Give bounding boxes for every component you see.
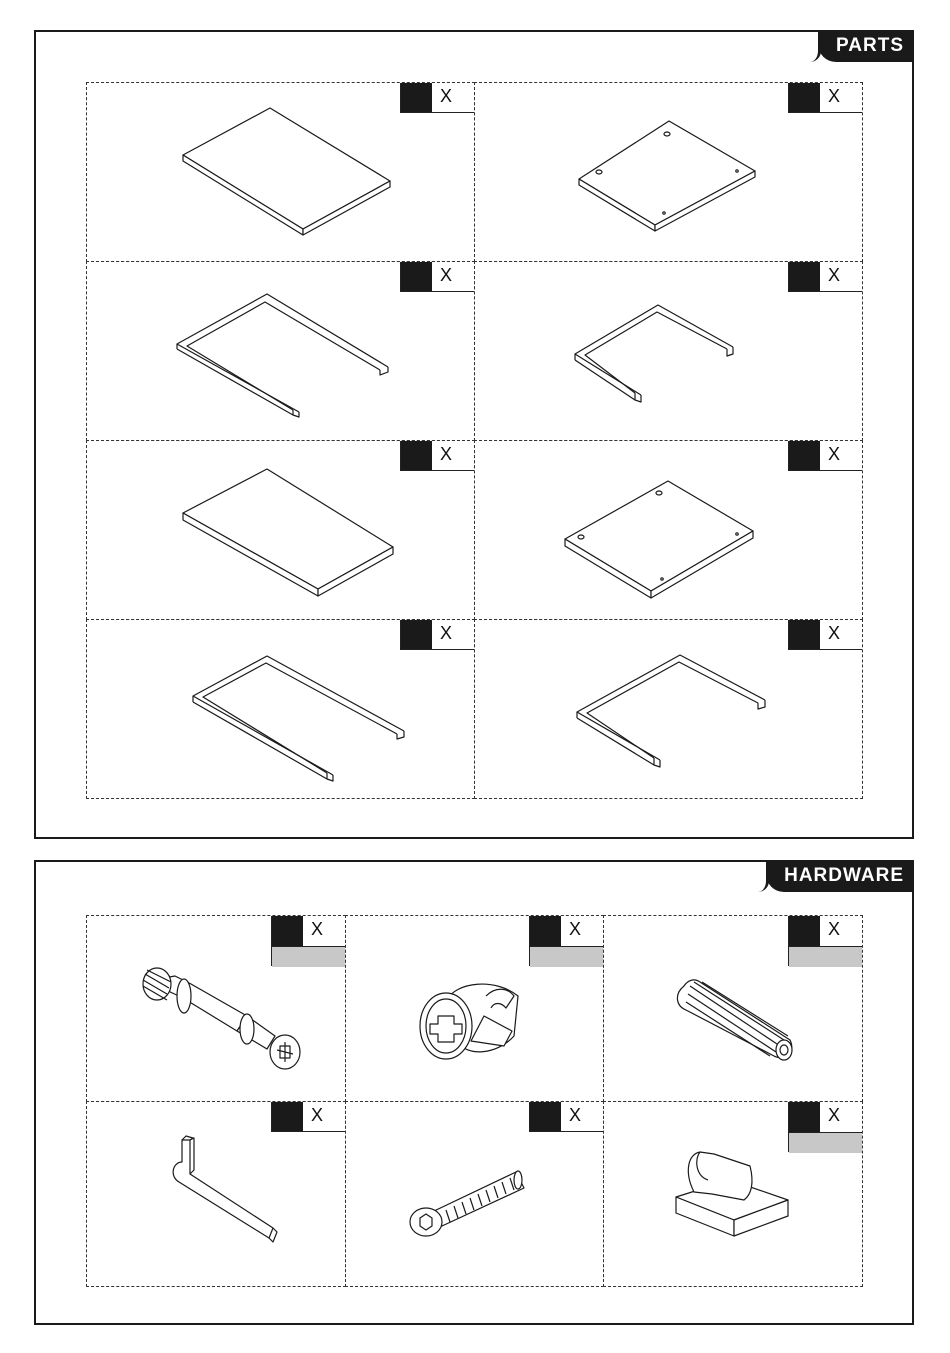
quantity-label: X xyxy=(828,86,841,106)
u-frame-icon xyxy=(87,262,476,442)
hardware-cell-allen-key xyxy=(86,1101,346,1287)
board-with-holes-icon xyxy=(475,83,864,263)
quantity-label: X xyxy=(440,86,453,106)
quantity-label: X xyxy=(828,1105,841,1125)
quantity-label: X xyxy=(569,919,582,939)
screw-icon xyxy=(346,1102,605,1288)
board-icon xyxy=(87,83,476,263)
parts-panel xyxy=(34,30,914,839)
part-cell-board-holes-1 xyxy=(474,82,863,262)
hardware-cell-cam-bolt xyxy=(86,915,346,1102)
quantity-label: X xyxy=(828,265,841,285)
hardware-title: HARDWARE xyxy=(766,860,914,892)
cam-bolt-icon xyxy=(87,916,347,1103)
quantity-label: X xyxy=(311,1105,324,1125)
u-frame-icon xyxy=(475,262,864,442)
hardware-cell-screw xyxy=(345,1101,604,1287)
board-with-holes-icon xyxy=(475,441,864,621)
parts-title: PARTS xyxy=(818,30,914,62)
hardware-cell-cam-lock xyxy=(345,915,604,1102)
quantity-label: X xyxy=(440,444,453,464)
part-cell-frame-long-1 xyxy=(86,261,475,441)
quantity-label: X xyxy=(828,444,841,464)
hardware-cell-adhesive-pad xyxy=(603,1101,863,1287)
part-cell-frame-short-2 xyxy=(474,619,863,799)
quantity-label: X xyxy=(440,623,453,643)
hardware-cell-dowel xyxy=(603,915,863,1102)
quantity-label: X xyxy=(440,265,453,285)
hardware-panel xyxy=(34,860,914,1325)
part-cell-frame-long-2 xyxy=(86,619,475,799)
board-icon xyxy=(87,441,476,621)
quantity-label: X xyxy=(311,919,324,939)
quantity-label: X xyxy=(828,919,841,939)
dowel-icon xyxy=(604,916,864,1103)
u-frame-icon xyxy=(87,620,476,800)
u-frame-icon xyxy=(475,620,864,800)
part-cell-board-holes-2 xyxy=(474,440,863,620)
cam-lock-icon xyxy=(346,916,605,1103)
allen-key-icon xyxy=(87,1102,347,1288)
part-cell-board-2 xyxy=(86,440,475,620)
quantity-label: X xyxy=(569,1105,582,1125)
adhesive-pad-icon xyxy=(604,1102,864,1288)
part-cell-frame-short-1 xyxy=(474,261,863,441)
quantity-label: X xyxy=(828,623,841,643)
part-cell-board-1 xyxy=(86,82,475,262)
